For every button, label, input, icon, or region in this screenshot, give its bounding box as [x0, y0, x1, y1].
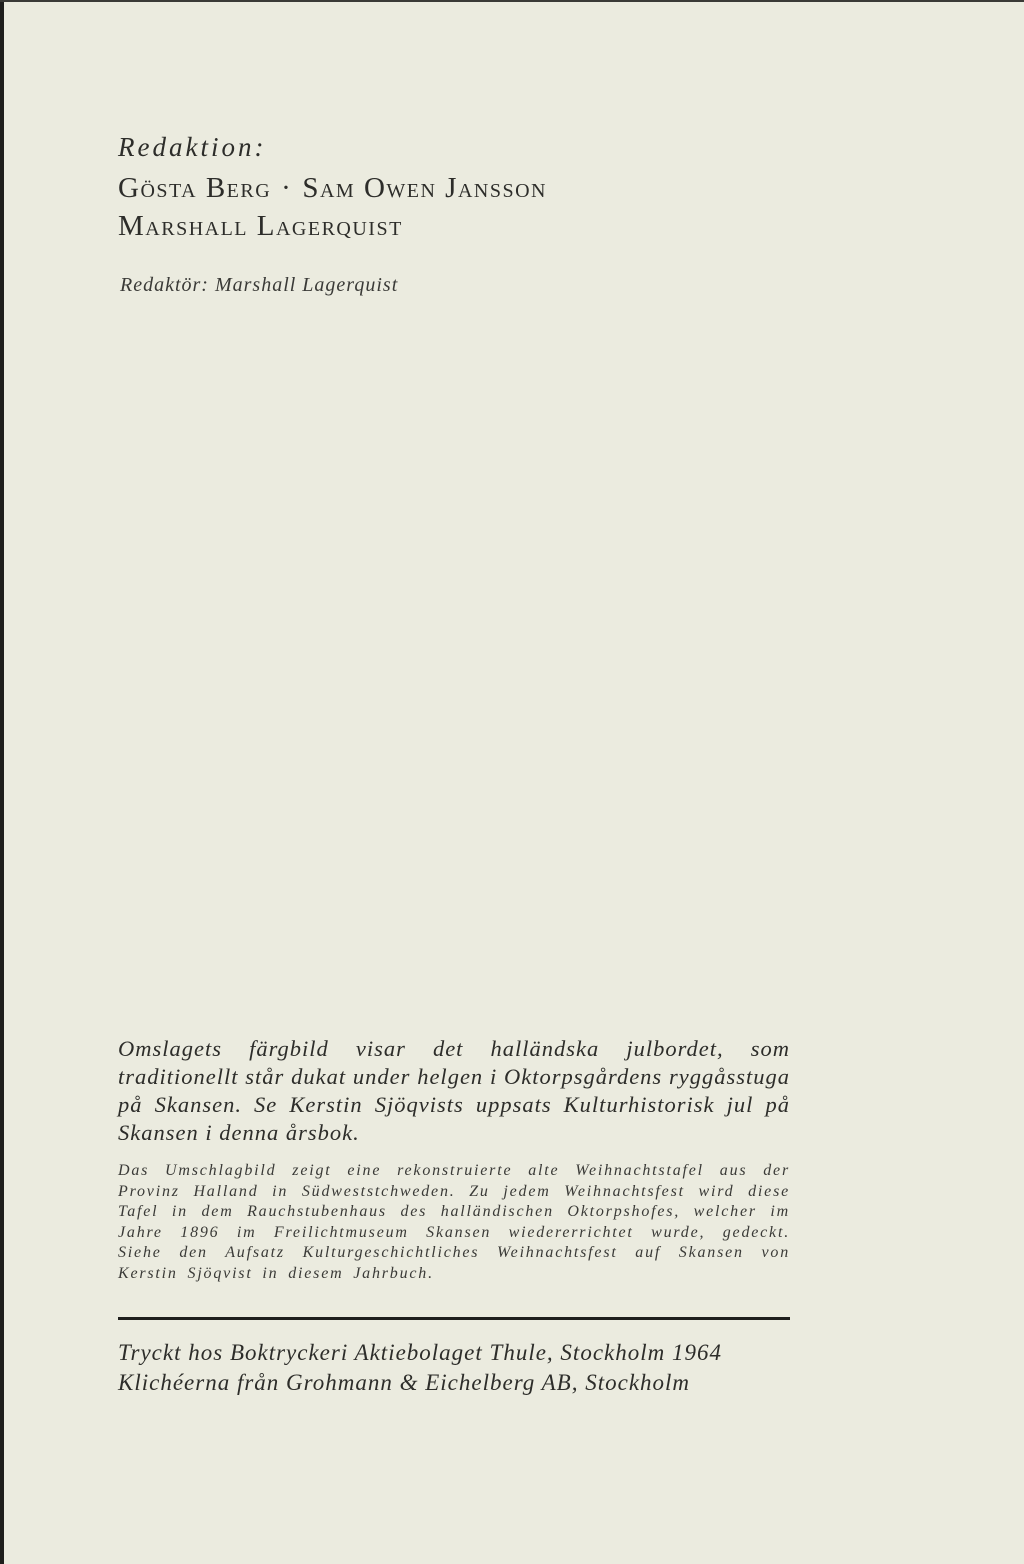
page-edge-top	[0, 0, 1024, 2]
redaktion-heading: Redaktion:	[118, 132, 267, 162]
cover-description-swedish: Omslagets färgbild visar det halländska julbordet, som traditionellt står dukat under helgen i Oktorpsgårdens ryggåsstuga på Skansen. Se Kerstin Sjöqvists uppsats Kulturhistorisk jul på Skansen i denna årsbok.	[118, 1036, 790, 1145]
editor-name: Gösta Berg	[118, 172, 272, 204]
page-edge	[0, 0, 4, 1564]
editor-name: Sam Owen Jansson	[302, 172, 547, 204]
editors-line-1	[118, 172, 547, 205]
imprint-printer: Tryckt hos Boktryckeri Aktiebolaget Thule, Stockholm 1964	[118, 1340, 722, 1365]
editors-line-2: Marshall Lagerquist	[118, 210, 403, 242]
separator-dot: ·	[281, 172, 293, 204]
cover-description-german: Das Umschlagbild zeigt eine rekonstruierte alte Weihnachtstafel aus der Provinz Halland in Südweststchweden. Zu jedem Weihnachtsfest wird diese Tafel in dem Rauchstubenhaus des halländischen Oktorpshofes, welcher im Jahre 1896 im Freilichtmuseum Skansen wiedererrichtet wurde, gedeckt. Siehe den Aufsatz Kulturgeschichtliches Weihnachtsfest auf Skansen von Kerstin Sjöqvist in diesem Jahrbuch.	[118, 1162, 790, 1282]
imprint-blocks: Klichéerna från Grohmann & Eichelberg AB, Stockholm	[118, 1370, 691, 1395]
redaktor-line: Redaktör: Marshall Lagerquist	[120, 274, 399, 296]
divider-rule	[118, 1317, 790, 1320]
